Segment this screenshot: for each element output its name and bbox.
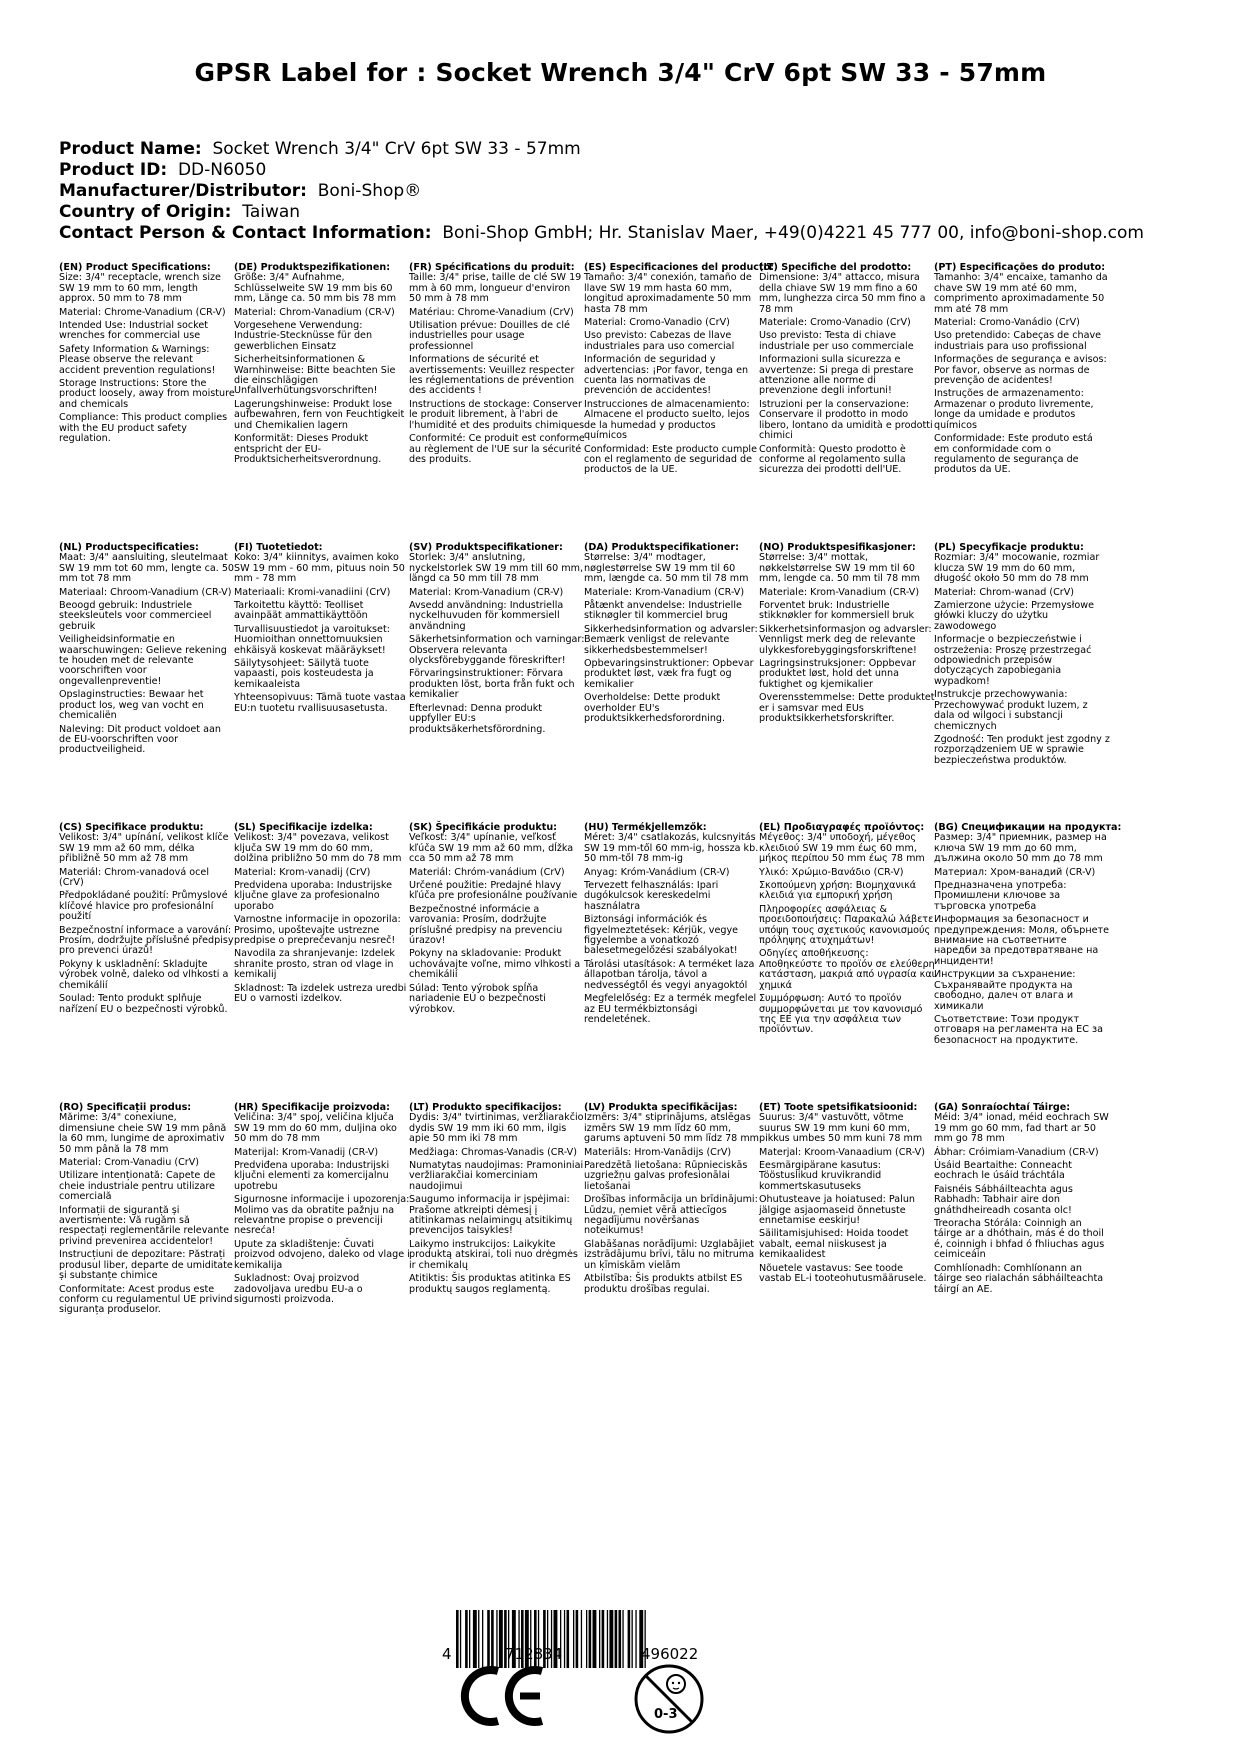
spec-block-line: Σκοπούμενη χρήση: Βιομηχανικά κλειδιά για εμπορική χρήση xyxy=(759,880,917,902)
barcode-bar xyxy=(622,1610,623,1668)
contact-value: Boni-Shop GmbH; Hr. Stanislav Maer, +49(0)4221 45 777 00, info@boni-shop.com xyxy=(442,223,1144,243)
spec-block-line: Úsáid Beartaithe: Conneacht eochrach le úsáid tráchtála xyxy=(934,1160,1072,1182)
spec-block-heading: (PT) Especificações do produto: xyxy=(934,262,1106,273)
spec-block-line: Material: Chrome-Vanadium (CR-V) xyxy=(59,306,226,318)
spec-block-line: Varnostne informacije in opozorila: Prosimo, upoštevajte ustrezne predpise o preprečevanju nesreč! xyxy=(234,914,401,947)
barcode-bar xyxy=(599,1610,600,1668)
spec-block-line: Informații de siguranță și avertismente: Vă rugăm să respectați reglementările relevante privind prevenirea accidentelor! xyxy=(59,1204,230,1247)
barcode-bar xyxy=(473,1610,477,1668)
spec-block-line: Instrucciones de almacenamiento: Almacene el producto suelto, lejos de la humedad y productos químicos xyxy=(584,398,750,442)
spec-block-line: Tarkoitettu käyttö: Teolliset avainpäät ammattikäyttöön xyxy=(234,600,368,622)
spec-block-line: Tervezett felhasználás: Ipari dugókulcsok kereskedelmi használatra xyxy=(584,880,719,912)
spec-block-line: Medžiaga: Chromas-Vanadis (CR-V) xyxy=(409,1146,577,1158)
language-spec-grid xyxy=(59,0,1239,1400)
barcode-bar xyxy=(491,1610,494,1668)
spec-block-line: Materiāls: Hrom-Vanādijs (CrV) xyxy=(584,1146,732,1158)
spec-block-line: Beoogd gebruik: Industriele steeksleutels voor commercieel gebruik xyxy=(59,600,212,632)
spec-block-line: Informacje o bezpieczeństwie i ostrzeżenia: Proszę przestrzegać odpowiednich przepisów dotyczących zapobiegania wypadkom! xyxy=(934,634,1092,687)
barcode-bar xyxy=(581,1610,582,1668)
manufacturer-value: Boni-Shop® xyxy=(317,181,422,201)
barcode-digits-3: 496022 xyxy=(641,1645,699,1663)
spec-block-line: Skladnost: Ta izdelek ustreza uredbi EU o varnosti izdelkov. xyxy=(234,982,407,1005)
spec-block-heading: (DA) Produktspecifikationer: xyxy=(584,542,739,553)
spec-block-line: Materiał: Chrom-wanad (CrV) xyxy=(934,586,1075,598)
spec-block xyxy=(759,823,935,1039)
spec-block-line: Conformité: Ce produit est conforme au règlement de l'UE sur la sécurité des produits. xyxy=(409,433,585,465)
barcode-bar xyxy=(589,1610,592,1668)
spec-block-heading: (SL) Specifikacije izdelka: xyxy=(234,822,373,833)
spec-block-line: Sikkerhetsinformasjon og advarsler: Vennligst merk deg de relevante ulykkesforebyggingsforskriftene! xyxy=(759,623,932,656)
spec-block-line: Tárolási utasítások: A terméket laza állapotban tárolja, távol a nedvességtől és vegyi anyagoktól xyxy=(584,958,755,991)
barcode-bar xyxy=(564,1610,565,1668)
spec-block xyxy=(934,822,1122,1049)
spec-block-line: Instrucțiuni de depozitare: Păstrați produsul liber, departe de umiditate și substanțe chimice xyxy=(59,1249,233,1282)
spec-block-line: Navodila za shranjevanje: Izdelek shranite prosto, stran od vlage in kemikalij xyxy=(234,948,395,981)
spec-block-line: Veiligheidsinformatie en waarschuwingen: Gelieve rekening te houden met de relevante voorschriften voor ongevallenpreventie! xyxy=(59,634,227,687)
spec-block-line: Материал: Хром-ванадий (CR-V) xyxy=(934,866,1096,878)
spec-block-line: Utilisation prévue: Douilles de clé industrielles pour usage professionnel xyxy=(409,320,570,352)
barcode-bar xyxy=(567,1610,570,1668)
spec-block-line: Safety Information & Warnings: Please observe the relevant accident prevention regulations! xyxy=(59,343,216,376)
spec-block-line: Méret: 3/4" csatlakozás, kulcsnyitás SW 19 mm-től 60 mm-ig, hossza kb. 50 mm-től 78 mm-ig xyxy=(584,832,759,865)
spec-block-line: Съответствие: Този продукт отговаря на регламента на ЕС за безопасност на продуктите. xyxy=(934,1013,1103,1046)
spec-block-heading: (EL) Προδιαγραφές προϊόντος: xyxy=(759,822,925,833)
spec-block xyxy=(409,823,585,1018)
spec-block-line: Informações de segurança e avisos: Por favor, observe as normas de prevenção de acidentes! xyxy=(934,354,1107,387)
spec-block-line: Storlek: 3/4" anslutning, nyckelstorlek SW 19 mm till 60 mm, längd ca 50 mm till 78 mm xyxy=(409,552,583,585)
spec-block-line: Lagerungshinweise: Produkt lose aufbewahren, fern von Feuchtigkeit und Chemikalien lagern xyxy=(234,398,405,431)
spec-block-line: Materiale: Krom-Vanadium (CR-V) xyxy=(759,586,920,598)
spec-block-line: Tamaño: 3/4" conexión, tamaño de llave SW 19 mm hasta 60 mm, longitud aproximadamente 50 mm hasta 78 mm xyxy=(584,272,752,315)
spec-block-line: Tamanho: 3/4" encaixe, tamanho da chave SW 19 mm até 60 mm, comprimento aproximadamente 50 mm até 78 mm xyxy=(934,272,1108,315)
spec-block-line: Bezpečnostné informácie a varovania: Prosím, dodržujte príslušné predpisy na prevenciu úrazov! xyxy=(409,903,563,947)
spec-block xyxy=(584,262,775,479)
spec-block xyxy=(759,1103,935,1288)
spec-block-line: Sicherheitsinformationen & Warnhinweise: Bitte beachten Sie die einschlägigen Unfallverhütungsvorschriften! xyxy=(234,354,396,397)
spec-block-line: Informations de sécurité et avertissements: Veuillez respecter les réglementations de prévention des accidents ! xyxy=(409,354,575,397)
spec-block-line: Opbevaringsinstruktioner: Opbevar produktet løst, væk fra fugt og kemikalier xyxy=(584,658,754,690)
spec-block-heading: (CS) Specifikace produktu: xyxy=(59,822,204,833)
spec-block xyxy=(234,543,410,717)
spec-block-line: Izmērs: 3/4" stiprinājums, atslēgas izmērs SW 19 mm līdz 60 mm, garums aptuveni 50 mm līdz 78 mm xyxy=(584,1112,760,1145)
spec-block xyxy=(234,1103,410,1308)
spec-block-heading: (SV) Produktspecifikationer: xyxy=(409,542,563,553)
spec-block xyxy=(409,1103,585,1298)
barcode-bar xyxy=(487,1610,490,1668)
spec-block xyxy=(59,1103,235,1319)
spec-block-line: Dydis: 3/4" tvirtinimas, veržliarakčio dydis SW 19 mm iki 60 mm, ilgis apie 50 mm iki 78 mm xyxy=(409,1112,584,1145)
barcode-bar xyxy=(469,1610,470,1668)
spec-block-line: Anyag: Króm-Vanádium (CR-V) xyxy=(584,866,730,878)
spec-block-line: Numatytas naudojimas: Pramoniniai veržliarakčiai komerciniam naudojimui xyxy=(409,1160,584,1192)
spec-block-heading: (ET) Toote spetsifikatsioonid: xyxy=(759,1102,918,1113)
spec-block-line: Efterlevnad: Denna produkt uppfyller EU:s produktsäkerhetsförordning. xyxy=(409,702,546,735)
barcode-bar xyxy=(586,1610,587,1668)
spec-block-line: Faisnéis Sábháilteachta agus Rabhadh: Tabhair aire don gnáthdheireadh cosanta olc! xyxy=(934,1183,1073,1216)
spec-block-line: Size: 3/4" receptacle, wrench size SW 19 mm to 60 mm, length approx. 50 mm to 78 mm xyxy=(59,272,221,305)
spec-block-line: Ohutusteave ja hoiatused: Palun jälgige asjaomaseid õnnetuste ennetamise eeskirju! xyxy=(759,1194,915,1227)
spec-block-line: Material: Krom-Vanadium (CR-V) xyxy=(409,586,564,598)
spec-block-line: Información de seguridad y advertencias: ¡Por favor, tenga en cuenta las normativas de prevención de accidentes! xyxy=(584,354,749,397)
spec-block-line: Størrelse: 3/4" modtager, nøglestørrelse SW 19 mm til 60 mm, længde ca. 50 mm til 78 mm xyxy=(584,552,749,585)
origin-value: Taiwan xyxy=(242,202,301,222)
spec-block-heading: (FR) Spécifications du produit: xyxy=(409,262,575,273)
spec-block-line: Nõuetele vastavus: See toode vastab EL-i tooteohutusmäärusele. xyxy=(759,1262,927,1285)
spec-block-line: Laikymo instrukcijos: Laikykite produktą atskirai, toli nuo drėgmės ir chemikalų xyxy=(409,1238,578,1271)
spec-block-line: Größe: 3/4" Aufnahme, Schlüsselweite SW 19 mm bis 60 mm, Länge ca. 50 mm bis 78 mm xyxy=(234,272,397,305)
spec-block-line: Material: Chrom-Vanadium (CR-V) xyxy=(234,306,395,318)
spec-block-line: Velikost: 3/4" povezava, velikost ključa SW 19 mm do 60 mm, dolžina približno 50 mm do 78 mm xyxy=(234,832,402,865)
spec-block-heading: (LT) Produkto specifikacijos: xyxy=(409,1102,562,1113)
spec-block xyxy=(584,823,760,1028)
spec-block-line: Instructions de stockage: Conserver le produit librement, à l'abri de l'humidité et des produits chimiques xyxy=(409,398,585,431)
spec-block-line: Förvaringsinstruktioner: Förvara produkten löst, borta från fukt och kemikalier xyxy=(409,668,575,701)
spec-block-line: Material: Cromo-Vanadio (CrV) xyxy=(584,317,730,329)
spec-block-line: Информация за безопасност и предупреждения: Моля, обърнете внимание на съответните наредби за предотвратяване на инциденти! xyxy=(934,914,1110,967)
spec-block-heading: (HU) Termékjellemzők: xyxy=(584,822,707,833)
product-id-label: Product ID: xyxy=(59,160,168,180)
spec-block-line: Avsedd användning: Industriella nyckelhuvuden för kommersiell användning xyxy=(409,600,564,632)
spec-block-line: Οδηγίες αποθήκευσης: Αποθηκεύστε το προϊόν σε ελεύθερη κατάσταση, μακριά από υγρασία και χημικά xyxy=(759,948,935,991)
spec-block-line: Soulad: Tento produkt splňuje nařízení EU o bezpečnosti výrobků. xyxy=(59,993,228,1015)
spec-block xyxy=(759,543,935,728)
spec-block xyxy=(409,543,585,738)
spec-block-line: Инструкции за съхранение: Съхранявайте продукта на свободно, далеч от влага и химикали xyxy=(934,969,1076,1012)
product-name-label: Product Name: xyxy=(59,139,202,159)
spec-block-line: Sigurnosne informacije i upozorenja: Molimo vas da obratite pažnju na relevantne propise o prevenciji nesreća! xyxy=(234,1194,410,1237)
spec-block xyxy=(59,263,235,448)
spec-block-line: Istruzioni per la conservazione: Conservare il prodotto in modo libero, lontano da umidità e prodotti chimici xyxy=(759,398,933,442)
spec-block-line: Eesmärgipärane kasutus: Tööstuslikud kruvikrandid kommertskasutuseks xyxy=(759,1160,882,1192)
spec-block-line: Conformidade: Este produto está em conformidade com o regulamento de segurança de produtos da UE. xyxy=(934,433,1093,476)
spec-block-line: Uso previsto: Cabezas de llave industriales para uso comercial xyxy=(584,330,735,352)
barcode-digit-1: 4 xyxy=(442,1645,452,1663)
barcode-bar xyxy=(482,1610,483,1668)
spec-block-line: Bezpečnostní informace a varování: Prosím, dodržujte příslušné předpisy pro prevenci úrazů! xyxy=(59,924,234,957)
spec-block-line: Conformidad: Este producto cumple con el reglamento de seguridad de productos de la UE. xyxy=(584,443,757,476)
spec-block-line: Material: Cromo-Vanádio (CrV) xyxy=(934,317,1080,329)
contact-label: Contact Person & Contact Information: xyxy=(59,223,432,243)
barcode-bar xyxy=(456,1610,459,1668)
spec-block-line: Utilizare intenționată: Capete de cheie industriale pentru utilizare comercială xyxy=(59,1170,216,1203)
spec-block-line: Conformità: Questo prodotto è conforme al regolamento sulla sicurezza dei prodotti dell'UE. xyxy=(759,443,906,476)
spec-block xyxy=(934,1103,1110,1298)
spec-block xyxy=(409,263,585,468)
spec-block-heading: (BG) Спецификации на продукта: xyxy=(934,822,1122,833)
barcode-bar xyxy=(460,1610,461,1668)
page-title: GPSR Label for : Socket Wrench 3/4" CrV 6pt SW 33 - 57mm xyxy=(194,58,1047,87)
barcode-bar xyxy=(576,1610,579,1668)
spec-block-line: Intended Use: Industrial socket wrenches for commercial use xyxy=(59,320,209,342)
barcode-bar xyxy=(615,1610,618,1668)
spec-block-line: Materiale: Cromo-Vanadio (CrV) xyxy=(759,317,911,329)
spec-block-line: Koko: 3/4" kiinnitys, avaimen koko SW 19 mm - 60 mm, pituus noin 50 mm - 78 mm xyxy=(234,552,405,585)
barcode-bar xyxy=(632,1610,633,1668)
barcode-bar xyxy=(573,1610,574,1668)
spec-block-line: Velikost: 3/4" upínání, velikost klíče SW 19 mm až 60 mm, délka přibližně 50 mm až 78 mm xyxy=(59,832,229,865)
spec-block-line: Materiál: Chrom-vanadová ocel (CrV) xyxy=(59,866,209,889)
spec-block-line: Rozmiar: 3/4" mocowanie, rozmiar klucza SW 19 mm do 60 mm, długość około 50 mm do 78 mm xyxy=(934,552,1100,585)
spec-block-line: Materiaal: Chroom-Vanadium (CR-V) xyxy=(59,586,232,598)
spec-block-line: Størrelse: 3/4" mottak, nøkkelstørrelse SW 19 mm til 60 mm, lengde ca. 50 mm til 78 mm xyxy=(759,552,920,585)
spec-block-line: Materiál: Chróm-vanádium (CrV) xyxy=(409,866,565,878)
spec-block-line: Material: Krom-vanadij (CrV) xyxy=(234,866,371,878)
age-warning-text: 0-3 xyxy=(654,1707,678,1722)
barcode-bar xyxy=(478,1610,479,1668)
spec-block-line: Konformität: Dieses Produkt entspricht der EU-Produktsicherheitsverordnung. xyxy=(234,433,382,465)
spec-block-line: Vorgesehene Verwendung: Industrie-Stecknüsse für den gewerblichen Einsatz xyxy=(234,320,373,352)
spec-block xyxy=(934,263,1110,479)
spec-block-line: Предназначена употреба: Промишлени ключове за търговска употреба xyxy=(934,880,1067,912)
spec-block-line: Overensstemmelse: Dette produktet er i samsvar med EUs produktsikkerhetsforskrifter. xyxy=(759,692,935,725)
spec-block-heading: (DE) Produktspezifikationen: xyxy=(234,262,391,273)
spec-block-heading: (NO) Produktspesifikasjoner: xyxy=(759,542,916,553)
origin-label: Country of Origin: xyxy=(59,202,232,222)
spec-block-heading: (GA) Sonraíochtaí Táirge: xyxy=(934,1102,1071,1113)
barcode-bar xyxy=(607,1610,608,1668)
spec-block-line: Lagringsinstruksjoner: Oppbevar produktet løst, hold det unna fuktighet og kjemikalier xyxy=(759,658,916,690)
spec-block-line: Instrukcje przechowywania: Przechowywać produkt luzem, z dala od wilgoci i substancji chemicznych xyxy=(934,689,1088,732)
manufacturer-label: Manufacturer/Distributor: xyxy=(59,181,307,201)
spec-block-line: Materiale: Krom-Vanadium (CR-V) xyxy=(584,586,745,598)
spec-block-line: Comhlíonadh: Comhlíonann an táirge seo rialachán sábháilteachta táirgí an AE. xyxy=(934,1262,1104,1295)
spec-block-line: Säilytysohjeet: Säilytä tuote vapaasti, pois kosteudesta ja kemikaaleista xyxy=(234,658,374,690)
spec-block-line: Instruções de armazenamento: Armazenar o produto livremente, longe da umidade e produtos químicos xyxy=(934,388,1094,431)
spec-block-line: Säilitamisjuhised: Hoida toodet vabalt, eemal niiskusest ja kemikaalidest xyxy=(759,1228,909,1261)
spec-block-line: Forventet bruk: Industrielle stikknøkler for kommersiell bruk xyxy=(759,600,915,622)
spec-block-line: Upute za skladištenje: Čuvati proizvod odvojeno, daleko od vlage i kemikalija xyxy=(234,1238,410,1271)
spec-block-line: Paredzētā lietošana: Rūpnieciskās uzgriežņu galvas profesionālai lietošanai xyxy=(584,1160,748,1192)
spec-block xyxy=(59,823,235,1018)
spec-block-line: Biztonsági információk és figyelmeztetések: Kérjük, vegye figyelembe a vonatkozó balesetmegelőzési szabályokat! xyxy=(584,914,739,957)
spec-block-line: Materijal: Krom-Vanadij (CR-V) xyxy=(234,1146,379,1158)
spec-block-heading: (EN) Product Specifications: xyxy=(59,262,211,273)
barcode-bar xyxy=(593,1610,597,1668)
spec-block-line: Atitiktis: Šis produktas atitinka ES produktų saugos reglamentą. xyxy=(409,1273,571,1295)
spec-block-line: Material: Crom-Vanadiu (CrV) xyxy=(59,1157,200,1169)
spec-block-line: Påtænkt anvendelse: Industrielle stiknøgler til kommerciel brug xyxy=(584,600,742,622)
spec-block-heading: (RO) Specificații produs: xyxy=(59,1102,192,1113)
spec-block-line: Uso pretendido: Cabeças de chave industriais para uso profissional xyxy=(934,330,1102,352)
spec-block-line: Treoracha Stórála: Coinnigh an táirge ar a dhóthain, más é do thoil é, coinnigh i bhfad ó fhliuchas agus ceimiceáin xyxy=(934,1218,1105,1261)
product-id-value: DD-N6050 xyxy=(177,160,267,180)
spec-block-line: Určené použitie: Predajné hlavy kľúča pre profesionálne používanie xyxy=(409,880,578,902)
barcode-bar xyxy=(465,1610,468,1668)
spec-block-line: Megfelelőség: Ez a termék megfelel az EU termékbiztonsági rendeletének. xyxy=(584,993,757,1025)
spec-block xyxy=(759,263,935,479)
spec-block-line: Säkerhetsinformation och varningar: Observera relevanta olycksförebyggande föreskrifter! xyxy=(409,634,585,667)
spec-block-line: Πληροφορίες ασφάλειας & προειδοποιήσεις: Παρακαλώ λάβετε υπόψη τους σχετικούς κανονισμούς πρόληψης ατυχημάτων! xyxy=(759,903,934,947)
spec-block-line: Conformitate: Acest produs este conform cu regulamentul UE privind siguranța produselor. xyxy=(59,1283,233,1316)
spec-block-heading: (PL) Specyfikacje produktu: xyxy=(934,542,1084,553)
spec-block-line: Dimensione: 3/4" attacco, misura della chiave SW 19 mm fino a 60 mm, lunghezza circa 50 mm fino a 78 mm xyxy=(759,272,926,315)
spec-block-heading: (NL) Productspecificaties: xyxy=(59,542,199,553)
spec-block-line: Συμμόρφωση: Αυτό το προϊόν συμμορφώνεται με τον κανονισμό της ΕΕ για την ασφάλεια των προϊόντων. xyxy=(759,993,923,1036)
spec-block xyxy=(584,543,760,728)
spec-block-line: Veľkosť: 3/4" upínanie, veľkosť kľúča SW 19 mm až 60 mm, dĺžka cca 50 mm až 78 mm xyxy=(409,832,574,865)
spec-block-line: Predviđena uporaba: Industrijski ključni elementi za komercijalnu upotrebu xyxy=(234,1160,390,1192)
spec-block-line: Opslaginstructies: Bewaar het product los, weg van vocht en chemicaliën xyxy=(59,689,204,722)
barcode-bar xyxy=(619,1610,622,1668)
spec-block-heading: (FI) Tuotetiedot: xyxy=(234,542,323,553)
spec-block-line: Informazioni sulla sicurezza e avvertenze: Si prega di prestare attenzione alle norme di prevenzione degli infortuni! xyxy=(759,354,914,397)
spec-block xyxy=(234,823,410,1008)
spec-block-line: Sikkerhedsinformation og advarsler: Bemærk venligst de relevante sikkerhedsbestemmelser! xyxy=(584,623,758,656)
spec-block-line: Ábhar: Cróimiam-Vanadium (CR-V) xyxy=(934,1146,1099,1158)
barcode-bar xyxy=(499,1610,503,1668)
barcode-bar xyxy=(496,1610,497,1668)
spec-block-line: Súlad: Tento výrobok spĺňa nariadenie EÚ o bezpečnosti výrobkov. xyxy=(409,982,546,1015)
spec-block-line: Turvallisuustiedot ja varoitukset: Huomioithan onnettomuuksien ehkäisyä koskevat määräykset! xyxy=(234,623,390,656)
spec-block-line: Compliance: This product complies with the EU product safety regulation. xyxy=(59,412,228,445)
spec-block-line: Taille: 3/4" prise, taille de clé SW 19 mm à 60 mm, longueur d'environ 50 mm à 78 mm xyxy=(409,272,582,305)
spec-block-line: Materjal: Kroom-Vanaadium (CR-V) xyxy=(759,1146,925,1158)
spec-block-line: Υλικό: Χρώμιο-Βανάδιο (CR-V) xyxy=(759,866,904,878)
spec-block-line: Размер: 3/4" приемник, размер на ключа SW 19 mm до 60 mm, дължина около 50 mm до 78 mm xyxy=(934,832,1107,865)
product-name-value: Socket Wrench 3/4" CrV 6pt SW 33 - 57mm xyxy=(212,139,581,159)
spec-block-line: Drošības informācija un brīdinājumi: Lūdzu, ņemiet vērā attiecīgos negadījumu novēršanas noteikumus! xyxy=(584,1194,758,1237)
spec-block-heading: (HR) Specifikacije proizvoda: xyxy=(234,1102,390,1113)
spec-block-line: Yhteensopivuus: Tämä tuote vastaa EU:n tuotetu rvallisuusasetusta. xyxy=(234,692,406,714)
spec-block-line: Zamierzone użycie: Przemysłowe główki kluczy do użytku zawodowego xyxy=(934,600,1095,632)
spec-block-line: Pokyny na skladovanie: Produkt uchovávajte voľne, mimo vlhkosti a chemikálií xyxy=(409,948,581,981)
spec-block-line: Méid: 3/4" ionad, méid eochrach SW 19 mm go 60 mm, fad thart ar 50 mm go 78 mm xyxy=(934,1112,1109,1145)
barcode-bar xyxy=(602,1610,605,1668)
spec-block-line: Atbilstība: Šis produkts atbilst ES produktu drošības regulai. xyxy=(584,1273,743,1295)
spec-block-line: Pokyny k uskladnění: Skladujte výrobek volně, daleko od vlhkosti a chemikálií xyxy=(59,958,229,991)
spec-block-line: Mărime: 3/4" conexiune, dimensiune cheie SW 19 mm până la 60 mm, lungime de aproximativ 50 mm până la 78 mm xyxy=(59,1112,227,1155)
spec-block-heading: (IT) Specifiche del prodotto: xyxy=(759,262,912,273)
spec-block-line: Sukladnost: Ovaj proizvod zadovoljava uredbu EU-a o sigurnosti proizvoda. xyxy=(234,1273,363,1305)
barcode-bar xyxy=(635,1610,636,1668)
spec-block-line: Matériau: Chrome-Vanadium (CrV) xyxy=(409,306,574,318)
spec-block-line: Storage Instructions: Store the product loosely, away from moisture and chemicals xyxy=(59,378,235,410)
spec-block-line: Suurus: 3/4" vastuvõtt, võtme suurus SW 19 mm kuni 60 mm, pikkus umbes 50 mm kuni 78 mm xyxy=(759,1112,923,1145)
barcode-bar xyxy=(628,1610,631,1668)
spec-block-line: Saugumo informacija ir įspėjimai: Prašome atkreipti dėmesį į atitinkamas nelaimingų atsitikimų prevencijos taisykles! xyxy=(409,1194,573,1237)
spec-block-line: Zgodność: Ten produkt jest zgodny z rozporządzeniem UE w sprawie bezpieczeństwa produktów. xyxy=(934,733,1110,766)
spec-block xyxy=(934,543,1110,769)
spec-block-heading: (ES) Especificaciones del producto: xyxy=(584,262,775,273)
spec-block-line: Uso previsto: Testa di chiave industriale per uso commerciale xyxy=(759,330,914,352)
spec-block xyxy=(584,1103,760,1298)
spec-block-line: Predvidena uporaba: Industrijske ključne glave za profesionalno uporabo xyxy=(234,880,393,912)
spec-block xyxy=(234,263,410,468)
ce-mark-icon xyxy=(458,1665,548,1727)
spec-block-heading: (LV) Produkta specifikācijas: xyxy=(584,1102,738,1113)
barcode-bar xyxy=(609,1610,613,1668)
spec-block-line: Overholdelse: Dette produkt overholder EU's produktsikkerhedsforordning. xyxy=(584,692,726,725)
spec-block-line: Glabāšanas norādījumi: Uzglabājiet izstrādājumu brīvi, tālu no mitruma un ķīmiskām vielām xyxy=(584,1238,755,1271)
spec-block-heading: (SK) Špecifikácie produktu: xyxy=(409,822,558,833)
spec-block-line: Materiaali: Kromi-vanadiini (CrV) xyxy=(234,586,391,598)
spec-block-line: Maat: 3/4" aansluiting, sleutelmaat SW 19 mm tot 60 mm, lengte ca. 50 mm tot 78 mm xyxy=(59,552,235,585)
age-warning-icon xyxy=(632,1662,706,1736)
spec-block-line: Předpokládané použití: Průmyslové klíčové hlavice pro profesionální použití xyxy=(59,890,228,923)
barcode-digits-2: 712834 xyxy=(505,1645,563,1663)
spec-block-line: Μέγεθος: 3/4" υποδοχή, μέγεθος κλειδιού SW 19 mm έως 60 mm, μήκος περίπου 50 mm έως 78 mm xyxy=(759,832,925,865)
spec-block-line: Veličina: 3/4" spoj, veličina ključa SW 19 mm do 60 mm, duljina oko 50 mm do 78 mm xyxy=(234,1112,397,1145)
spec-block xyxy=(59,543,235,759)
spec-block-line: Naleving: Dit product voldoet aan de EU-voorschriften voor productveiligheid. xyxy=(59,723,221,756)
